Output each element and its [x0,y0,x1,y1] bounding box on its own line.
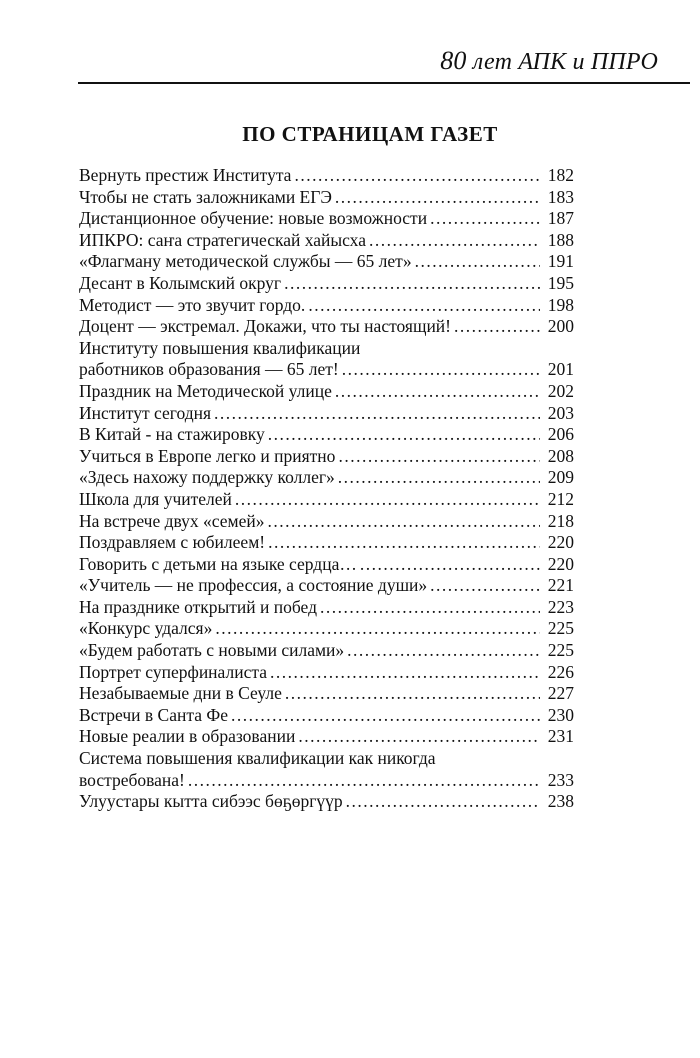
toc-entry-line [79,359,574,381]
toc-entry-page-number: 220 [547,532,574,553]
toc-entry [79,791,574,813]
toc-entry-page-number: 221 [547,575,574,596]
toc-entry-page-number: 233 [547,769,574,790]
toc-entry-title: Портрет суперфиналиста [79,661,267,682]
toc-entry-line [79,554,574,576]
toc-entry-title-first-line: Система повышения квалификации как никогда [79,748,436,769]
toc-entry-title: Школа для учителей [79,488,232,509]
toc-entry-page-number: 188 [547,229,574,250]
toc-entry [79,511,574,533]
toc-entry [79,618,574,640]
toc-entry-title: ИПКРО: саҥа стратегическай хайысха [79,229,366,250]
toc-entry-page-number: 187 [547,208,574,229]
toc-entry-line [79,230,574,252]
toc-leader-dots [335,381,540,403]
toc-entry-title: Улуустары кытта сибээс бөҕөргүүр [79,791,343,812]
toc-entry-title: «Здесь нахожу поддержку коллег» [79,467,335,488]
toc-leader-dots [342,359,540,381]
toc-entry [79,338,574,381]
toc-entry [79,662,574,684]
toc-entry [79,381,574,403]
toc-entry-title: Десант в Колымский округ [79,272,282,293]
toc-entry-title: востребована! [79,769,185,790]
toc-entry-page-number: 183 [547,186,574,207]
toc-entry-line [79,165,574,187]
toc-entry-line [79,295,574,317]
toc-entry-line [79,208,574,230]
toc-entry [79,273,574,295]
toc-entry [79,532,574,554]
header-rule [78,82,690,84]
toc-leader-dots [284,273,540,295]
toc-entry [79,726,574,748]
toc-entry-line [79,770,574,792]
toc-entry-page-number: 182 [547,165,574,185]
toc-entry-page-number: 198 [547,294,574,315]
toc-entry-title: «Конкурс удался» [79,618,213,639]
toc-entry [79,165,574,187]
toc-entry-page-number: 209 [547,467,574,488]
toc-entry-line [79,381,574,403]
toc-entry-title: В Китай - на стажировку [79,424,265,445]
toc-entry-page-number: 227 [547,683,574,704]
toc-leader-dots [338,446,540,468]
toc-entry-line [79,467,574,489]
toc-entry [79,597,574,619]
toc-entry [79,683,574,705]
toc-leader-dots [346,791,540,813]
toc-entry-line [79,705,574,727]
toc-leader-dots [294,165,540,187]
toc-leader-dots [430,575,540,597]
toc-entry [79,705,574,727]
toc-entry-line [79,424,574,446]
header-title-text: лет АПК и ППРО [466,49,658,75]
toc-entry-line [79,316,574,338]
toc-entry-page-number: 230 [547,704,574,725]
toc-entry-line [79,489,574,511]
toc-entry-title: «Учитель — не профессия, а состояние души» [79,575,428,596]
toc-entry-line [79,273,574,295]
toc-entry-title: «Флагману методической службы — 65 лет» [79,251,412,272]
toc-entry-title: «Будем работать с новыми силами» [79,640,345,661]
toc-entry [79,424,574,446]
toc-leader-dots [415,251,540,273]
toc-leader-dots [231,705,540,727]
toc-leader-dots [320,597,540,619]
toc-entry-line [79,251,574,273]
toc-leader-dots [270,662,540,684]
header-title-number: 80 [440,46,467,75]
toc-entry-title: Говорить с детьми на языке сердца… [79,553,357,574]
toc-entry-title: Институт сегодня [79,402,212,423]
toc-entry-title: Поздравляем с юбилеем! [79,532,266,553]
toc-entry-line [79,403,574,425]
toc-leader-dots [215,618,540,640]
toc-entry-page-number: 200 [547,316,574,337]
toc-leader-dots [338,467,540,489]
toc-leader-dots [430,208,540,230]
toc-entry [79,403,574,425]
toc-entry [79,316,574,338]
toc-entry-page-number: 238 [547,791,574,812]
toc-entry-line [79,683,574,705]
toc-entry-title: На празднике открытий и побед [79,596,318,617]
toc-entry [79,467,574,489]
section-title: ПО СТРАНИЦАМ ГАЗЕТ [242,122,498,146]
toc-entry-page-number: 203 [547,402,574,423]
toc-leader-dots [347,640,540,662]
table-of-contents [79,165,574,813]
toc-leader-dots [268,511,541,533]
toc-leader-dots [335,187,540,209]
toc-leader-dots [308,295,540,317]
toc-entry-page-number: 218 [547,510,574,531]
toc-entry-title: Дистанционное обучение: новые возможности [79,208,428,229]
toc-entry-page-number: 201 [547,359,574,380]
toc-entry-page-number: 202 [547,380,574,401]
toc-leader-dots [235,489,540,511]
toc-entry-line [79,532,574,554]
toc-entry-title: Незабываемые дни в Сеуле [79,683,282,704]
toc-leader-dots [188,770,540,792]
toc-entry-page-number: 225 [547,618,574,639]
toc-entry-title: Учиться в Европе легко и приятно [79,445,336,466]
toc-entry-title: Встречи в Санта Фе [79,704,228,725]
toc-entry-title: Доцент — экстремал. Докажи, что ты настоящий! [79,316,452,337]
toc-entry-title: На встрече двух «семей» [79,510,265,531]
toc-entry-line [79,640,574,662]
toc-entry-page-number: 191 [547,251,574,272]
toc-entry-title: Чтобы не стать заложниками ЕГЭ [79,186,332,207]
toc-entry [79,640,574,662]
toc-entry-line [79,511,574,533]
toc-entry-line [79,618,574,640]
toc-entry-page-number: 195 [547,272,574,293]
toc-leader-dots [268,532,540,554]
toc-entry-page-number: 208 [547,445,574,466]
toc-entry [79,489,574,511]
toc-entry-line [79,791,574,813]
toc-leader-dots [285,683,540,705]
toc-entry-line [79,187,574,209]
running-header [0,0,700,90]
toc-entry [79,748,574,791]
toc-leader-dots [268,424,540,446]
toc-entry-line [79,597,574,619]
toc-entry-line [79,726,574,748]
toc-leader-dots [369,230,540,252]
toc-entry [79,575,574,597]
toc-leader-dots [298,726,540,748]
toc-entry-line [79,446,574,468]
toc-entry [79,230,574,252]
toc-entry-page-number: 223 [547,596,574,617]
toc-entry-page-number: 206 [547,424,574,445]
toc-entry-title: Вернуть престиж Института [79,165,292,185]
toc-entry-page-number: 226 [547,661,574,682]
toc-entry [79,295,574,317]
toc-entry-title: Методист — это звучит гордо. [79,294,306,315]
toc-entry-title-first-line: Институту повышения квалификации [79,337,361,358]
toc-entry [79,554,574,576]
toc-entry-page-number: 231 [547,726,574,747]
toc-leader-dots [360,554,540,576]
toc-entry [79,187,574,209]
toc-entry [79,208,574,230]
toc-entry-title: Новые реалии в образовании [79,726,296,747]
toc-entry-title: работников образования — 65 лет! [79,359,339,380]
toc-leader-dots [454,316,540,338]
toc-entry [79,446,574,468]
toc-entry-line [79,662,574,684]
toc-entry-page-number: 212 [547,488,574,509]
toc-entry-title: Праздник на Методической улице [79,380,332,401]
toc-entry-page-number: 225 [547,640,574,661]
toc-entry-line [79,575,574,597]
toc-leader-dots [214,403,540,425]
running-header-title [440,46,658,76]
toc-entry-page-number: 220 [547,553,574,574]
toc-entry [79,251,574,273]
